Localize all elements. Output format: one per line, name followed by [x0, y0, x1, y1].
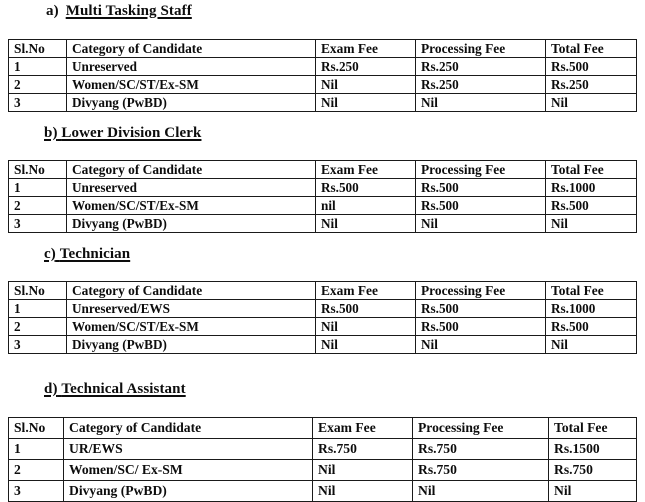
- section-marker: a): [46, 3, 59, 19]
- table-row: [9, 318, 637, 336]
- cell-category: Unreserved/EWS: [67, 300, 316, 318]
- cell-category: Women/SC/ Ex-SM: [64, 460, 313, 481]
- section-heading: [44, 245, 645, 263]
- cell-processing-fee: Rs.500: [416, 197, 546, 215]
- cell-category: Divyang (PwBD): [67, 336, 316, 354]
- fee-table-technical-assistant: [8, 417, 637, 502]
- table-header-row: [9, 40, 637, 58]
- column-header-slno: Sl.No: [9, 161, 67, 179]
- table-row: [9, 215, 637, 233]
- cell-category: Divyang (PwBD): [64, 481, 313, 502]
- cell-processing-fee: Rs.250: [416, 58, 546, 76]
- cell-exam-fee: Nil: [316, 94, 416, 112]
- cell-processing-fee: Nil: [413, 481, 549, 502]
- cell-exam-fee: Rs.750: [313, 439, 413, 460]
- column-header-processing-fee: Processing Fee: [416, 282, 546, 300]
- fee-table-lower-division-clerk: [8, 160, 637, 233]
- cell-exam-fee: nil: [316, 197, 416, 215]
- column-header-total-fee: Total Fee: [546, 161, 637, 179]
- section-heading: [44, 124, 645, 142]
- cell-slno: 2: [9, 318, 67, 336]
- column-header-category: Category of Candidate: [67, 282, 316, 300]
- section-title: Technical Assistant: [61, 381, 186, 397]
- cell-total-fee: Nil: [549, 481, 637, 502]
- cell-processing-fee: Rs.500: [416, 300, 546, 318]
- table-row: [9, 197, 637, 215]
- table-row: [9, 76, 637, 94]
- column-header-exam-fee: Exam Fee: [316, 161, 416, 179]
- column-header-total-fee: Total Fee: [546, 282, 637, 300]
- cell-total-fee: Rs.250: [546, 76, 637, 94]
- cell-total-fee: Rs.1000: [546, 300, 637, 318]
- table-row: [9, 94, 637, 112]
- cell-category: Divyang (PwBD): [67, 215, 316, 233]
- cell-total-fee: Nil: [546, 336, 637, 354]
- table-header-row: [9, 418, 637, 439]
- cell-slno: 2: [9, 76, 67, 94]
- cell-exam-fee: Nil: [316, 318, 416, 336]
- cell-category: UR/EWS: [64, 439, 313, 460]
- cell-exam-fee: Nil: [316, 215, 416, 233]
- cell-slno: 3: [9, 481, 64, 502]
- table-row: [9, 179, 637, 197]
- cell-slno: 3: [9, 336, 67, 354]
- cell-slno: 1: [9, 58, 67, 76]
- table-row: [9, 460, 637, 481]
- cell-slno: 2: [9, 197, 67, 215]
- cell-category: Unreserved: [67, 179, 316, 197]
- section-marker: b): [44, 125, 58, 141]
- section-title: Multi Tasking Staff: [65, 3, 192, 19]
- column-header-category: Category of Candidate: [64, 418, 313, 439]
- cell-category: Women/SC/ST/Ex-SM: [67, 318, 316, 336]
- table-row: [9, 58, 637, 76]
- cell-processing-fee: Rs.250: [416, 76, 546, 94]
- section-technician: [0, 245, 645, 354]
- table-row: [9, 300, 637, 318]
- cell-slno: 1: [9, 439, 64, 460]
- cell-total-fee: Nil: [546, 94, 637, 112]
- cell-category: Divyang (PwBD): [67, 94, 316, 112]
- column-header-processing-fee: Processing Fee: [416, 161, 546, 179]
- cell-exam-fee: Rs.500: [316, 179, 416, 197]
- cell-category: Women/SC/ST/Ex-SM: [67, 197, 316, 215]
- cell-processing-fee: Rs.750: [413, 460, 549, 481]
- column-header-processing-fee: Processing Fee: [416, 40, 546, 58]
- cell-total-fee: Rs.500: [546, 318, 637, 336]
- cell-total-fee: Nil: [546, 215, 637, 233]
- cell-total-fee: Rs.500: [546, 197, 637, 215]
- section-marker: c): [44, 246, 56, 262]
- cell-total-fee: Rs.1000: [546, 179, 637, 197]
- table-row: [9, 439, 637, 460]
- column-header-exam-fee: Exam Fee: [316, 282, 416, 300]
- cell-processing-fee: Rs.750: [413, 439, 549, 460]
- table-row: [9, 481, 637, 502]
- cell-processing-fee: Rs.500: [416, 179, 546, 197]
- section-title-text: Lower Division Clerk: [61, 125, 202, 141]
- fee-table-technician: [8, 281, 637, 354]
- table-row: [9, 336, 637, 354]
- cell-exam-fee: Rs.500: [316, 300, 416, 318]
- cell-exam-fee: Nil: [316, 76, 416, 94]
- section-lower-division-clerk: [0, 124, 645, 233]
- cell-slno: 2: [9, 460, 64, 481]
- column-header-exam-fee: Exam Fee: [313, 418, 413, 439]
- cell-slno: 1: [9, 179, 67, 197]
- column-header-category: Category of Candidate: [67, 161, 316, 179]
- cell-slno: 3: [9, 94, 67, 112]
- column-header-category: Category of Candidate: [67, 40, 316, 58]
- section-title: Technician: [59, 246, 131, 262]
- column-header-slno: Sl.No: [9, 418, 64, 439]
- section-multi-tasking-staff: [0, 2, 645, 112]
- column-header-total-fee: Total Fee: [546, 40, 637, 58]
- cell-exam-fee: Nil: [313, 460, 413, 481]
- fee-table-multi-tasking-staff: [8, 39, 637, 112]
- column-header-total-fee: Total Fee: [549, 418, 637, 439]
- cell-category: Unreserved: [67, 58, 316, 76]
- cell-exam-fee: Nil: [313, 481, 413, 502]
- cell-category: Women/SC/ST/Ex-SM: [67, 76, 316, 94]
- table-header-row: [9, 161, 637, 179]
- column-header-slno: Sl.No: [9, 282, 67, 300]
- cell-exam-fee: Rs.250: [316, 58, 416, 76]
- cell-exam-fee: Nil: [316, 336, 416, 354]
- cell-processing-fee: Nil: [416, 94, 546, 112]
- cell-slno: 3: [9, 215, 67, 233]
- section-technical-assistant: [0, 380, 645, 502]
- cell-slno: 1: [9, 300, 67, 318]
- cell-total-fee: Rs.500: [546, 58, 637, 76]
- section-heading: [46, 2, 645, 20]
- cell-processing-fee: Nil: [416, 336, 546, 354]
- cell-processing-fee: Rs.500: [416, 318, 546, 336]
- section-heading: [44, 380, 645, 398]
- cell-total-fee: Rs.750: [549, 460, 637, 481]
- table-header-row: [9, 282, 637, 300]
- cell-processing-fee: Nil: [416, 215, 546, 233]
- column-header-processing-fee: Processing Fee: [413, 418, 549, 439]
- section-marker: d): [44, 381, 58, 397]
- cell-total-fee: Rs.1500: [549, 439, 637, 460]
- column-header-exam-fee: Exam Fee: [316, 40, 416, 58]
- column-header-slno: Sl.No: [9, 40, 67, 58]
